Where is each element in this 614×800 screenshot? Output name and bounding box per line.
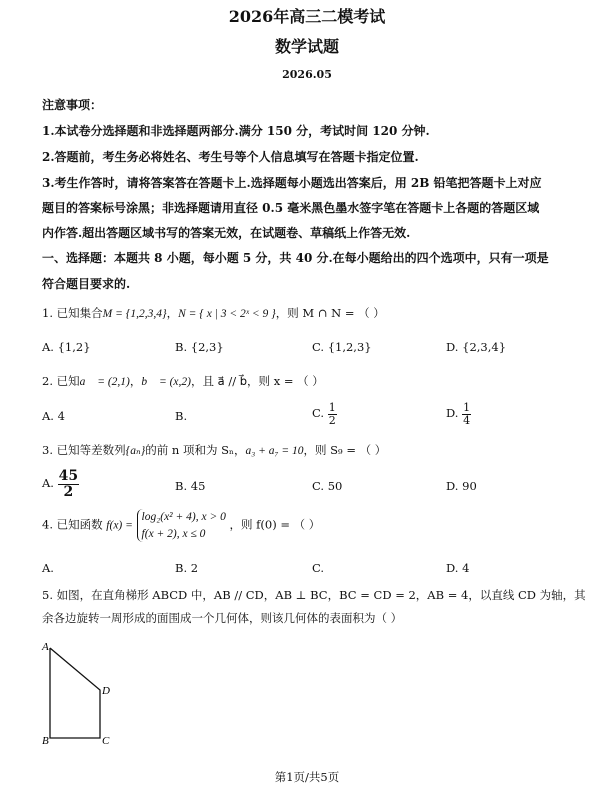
q4-option-a[interactable]: A. <box>42 561 54 575</box>
question-2 <box>42 373 324 389</box>
notes-heading: 注意事项： <box>42 98 103 112</box>
q1-option-c[interactable]: C. {1,2,3} <box>312 340 372 354</box>
question-5-line-1: 5. 如图，在直角梯形 ABCD 中，AB // CD，AB ⊥ BC，BC = CD = 2，AB = 4，以直线 CD 为轴，其 <box>42 588 586 602</box>
q4-prefix: 4. 已知函数 <box>42 517 103 532</box>
q2-option-b[interactable]: B. <box>175 409 188 423</box>
q3-option-d[interactable]: D. 90 <box>446 479 477 493</box>
q1-option-b[interactable]: B. {2,3} <box>175 340 224 354</box>
q4-case-1: log₂(x² + 4), x > 0 <box>141 511 226 523</box>
q4-suffix: ，则 f(0) = （ ） <box>229 517 321 532</box>
note-item-3-line-2: 题目的答案标号涂黑；非选择题请用直径 0.5 毫米黑色墨水签字笔在答题卡上各题的答题区域 <box>42 201 540 215</box>
q1-set-n: N = { x | 3 < 2ˣ < 9 } <box>178 308 276 320</box>
question-5-line-2: 余各边旋转一周形成的面围成一个几何体，则该几何体的表面积为（ ） <box>42 611 403 625</box>
q3-mid: 的前 n 项和为 Sₙ， <box>145 443 246 457</box>
section-heading-line-1: 一、选择题：本题共 8 小题，每小题 5 分，共 40 分.在每小题给出的四个选项中，只有一项是 <box>42 251 549 265</box>
page-footer: 第1页/共5页 <box>274 770 340 784</box>
question-4 <box>42 509 320 542</box>
q3-option-b[interactable]: B. 45 <box>175 479 206 493</box>
q4-function: f(x) = <box>106 519 133 532</box>
q3-option-a[interactable] <box>42 469 79 499</box>
q3-sequence: {aₙ} <box>125 445 146 457</box>
q2-option-d-label: D. <box>446 406 459 421</box>
q3-option-a-fraction: $\frac{45}{2}$ <box>58 468 79 500</box>
q3-condition: a₃ + a₇ = 10 <box>245 445 304 457</box>
note-item-2: 2.答题前，考生务必将姓名、考生号等个人信息填写在答题卡指定位置. <box>42 150 419 164</box>
q4-option-b[interactable]: B. 2 <box>175 561 199 575</box>
section-heading-line-2: 符合题目要求的. <box>42 277 131 291</box>
q4-option-d[interactable]: D. 4 <box>446 561 470 575</box>
q2-option-d-fraction: $\frac{1}{4}$ <box>463 401 471 427</box>
q1-option-d[interactable]: D. {2,3,4} <box>446 340 507 354</box>
question-3 <box>42 442 386 458</box>
q2-option-c[interactable] <box>312 402 337 426</box>
q3-prefix: 3. 已知等差数列 <box>42 443 126 457</box>
q2-sep: ， <box>129 374 142 388</box>
q4-case-2: f(x + 2), x ≤ 0 <box>141 527 206 540</box>
q3-suffix: ，则 S₉ = （ ） <box>303 443 387 457</box>
exam-title: 2026年高三二模考试 <box>228 7 386 26</box>
q2-suffix: ，则 x = （ ） <box>247 374 324 388</box>
vertex-label-c: C <box>102 735 110 747</box>
q3-option-a-label: A. <box>42 476 54 491</box>
q4-piecewise-brace <box>137 509 226 542</box>
q2-vector-b: b⃗ = (x,2) <box>141 376 191 388</box>
q2-option-d[interactable] <box>446 402 471 426</box>
note-item-3-line-3: 内作答.超出答题区域书写的答案无效，在试题卷、草稿纸上作答无效. <box>42 226 411 240</box>
exam-date: 2026.05 <box>282 68 332 81</box>
vertex-label-b: B <box>42 735 49 747</box>
note-item-3-line-1: 3.考生作答时，请将答案答在答题卡上.选择题每小题选出答案后，用 2B 铅笔把答题卡上对应 <box>42 176 542 190</box>
q1-option-a[interactable]: A. {1,2} <box>42 340 91 354</box>
q2-vector-a: a⃗ = (2,1) <box>79 376 130 388</box>
trapezoid-outline <box>50 648 100 738</box>
q2-option-c-fraction: $\frac{1}{2}$ <box>328 401 336 427</box>
q4-option-c[interactable]: C. <box>312 561 325 575</box>
q2-condition: ，且 a⃗ // b⃗ <box>190 374 248 388</box>
q1-set-m: M = {1,2,3,4} <box>102 308 167 320</box>
q1-prefix: 1. 已知集合 <box>42 306 103 320</box>
question-1 <box>42 305 385 321</box>
q2-prefix: 2. 已知 <box>42 374 80 388</box>
q1-comma: ， <box>166 306 179 320</box>
q2-option-c-label: C. <box>312 406 325 421</box>
q3-option-c[interactable]: C. 50 <box>312 479 343 493</box>
q1-suffix: ，则 M ∩ N = （ ） <box>275 306 385 320</box>
q2-option-a[interactable]: A. 4 <box>42 409 65 423</box>
trapezoid-figure <box>38 638 128 750</box>
subject-title: 数学试题 <box>274 37 339 56</box>
note-item-1: 1.本试卷分选择题和非选择题两部分.满分 150 分，考试时间 120 分钟. <box>42 124 430 138</box>
vertex-label-a: A <box>42 641 49 653</box>
vertex-label-d: D <box>102 685 110 697</box>
